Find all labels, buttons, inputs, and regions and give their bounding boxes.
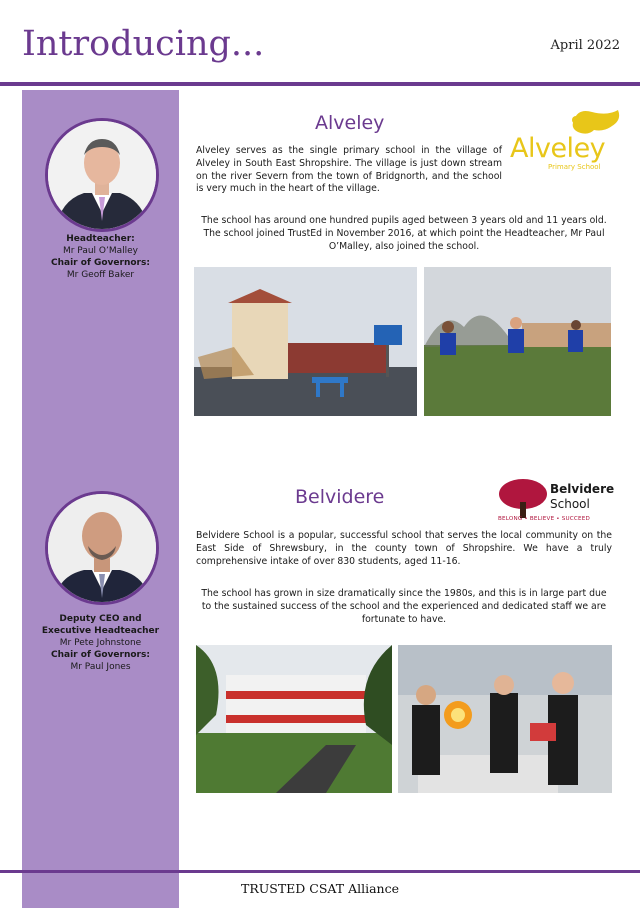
belvidere-logo-tagline: BELONG • BELIEVE • SUCCEED xyxy=(498,516,590,522)
belvidere-paragraph-2: The school has grown in size dramatically since the 1980s, and this is in large part due to the sustained success of the school and the experienced and dedicated staff we are fortunate to have. xyxy=(201,588,607,625)
tree-icon xyxy=(498,478,548,520)
chair-label: Chair of Governors: xyxy=(51,650,150,660)
alveley-logo xyxy=(508,106,626,176)
deputy-ceo-label: Deputy CEO and xyxy=(59,614,142,624)
alveley-logo-text: Alveley xyxy=(510,133,606,164)
exec-headteacher-label: Executive Headteacher xyxy=(41,626,160,636)
belvidere-staff-info xyxy=(22,613,179,673)
belvidere-heading: Belvidere xyxy=(295,486,385,508)
chair-name: Mr Geoff Baker xyxy=(66,270,135,280)
alveley-school-building-photo xyxy=(194,267,417,416)
chair-name: Mr Paul Jones xyxy=(70,662,131,672)
alveley-heading: Alveley xyxy=(315,112,385,134)
footer-divider xyxy=(0,870,640,873)
alveley-paragraph-1: Alveley serves as the single primary school in the village of Alveley in South East Shropshire. The village is just down stream on the river Severn from the town of Bridgnorth, and the school is very much in the heart of the village. xyxy=(196,145,502,195)
headteacher-portrait-alveley xyxy=(45,118,159,232)
header-divider xyxy=(0,82,640,86)
issue-date: April 2022 xyxy=(550,38,620,53)
alveley-pupils-running-photo xyxy=(424,267,611,416)
alveley-paragraph-2: The school has around one hundred pupils aged between 3 years old and 11 years old. The school joined TrustEd in November 2016, at which point the Headteacher, Mr Paul O’Malley, also joined the school. xyxy=(201,215,607,252)
headteacher-name: Mr Paul O’Malley xyxy=(62,246,139,256)
alveley-logo-subtitle: Primary School xyxy=(548,163,601,171)
headteacher-label: Headteacher: xyxy=(66,234,135,244)
page-title: Introducing... xyxy=(22,24,265,64)
belvidere-school-building-photo xyxy=(196,645,392,793)
headteacher-portrait-belvidere xyxy=(45,491,159,605)
belvidere-paragraph-1: Belvidere School is a popular, successful school that serves the local community on the East Side of Shrewsbury, in the county town of Shropshire. We have a truly comprehensive intake of over 830 students, aged 11-16. xyxy=(196,530,612,567)
headteacher-name: Mr Pete Johnstone xyxy=(59,638,142,648)
footer-text: TRUSTED CSAT Alliance xyxy=(240,881,399,896)
belvidere-logo-text: Belvidere xyxy=(550,482,615,496)
belvidere-logo-subtitle: School xyxy=(550,497,590,511)
chair-label: Chair of Governors: xyxy=(51,258,150,268)
belvidere-logo xyxy=(498,478,622,524)
belvidere-science-lab-photo xyxy=(398,645,612,793)
alveley-staff-info xyxy=(22,233,179,281)
